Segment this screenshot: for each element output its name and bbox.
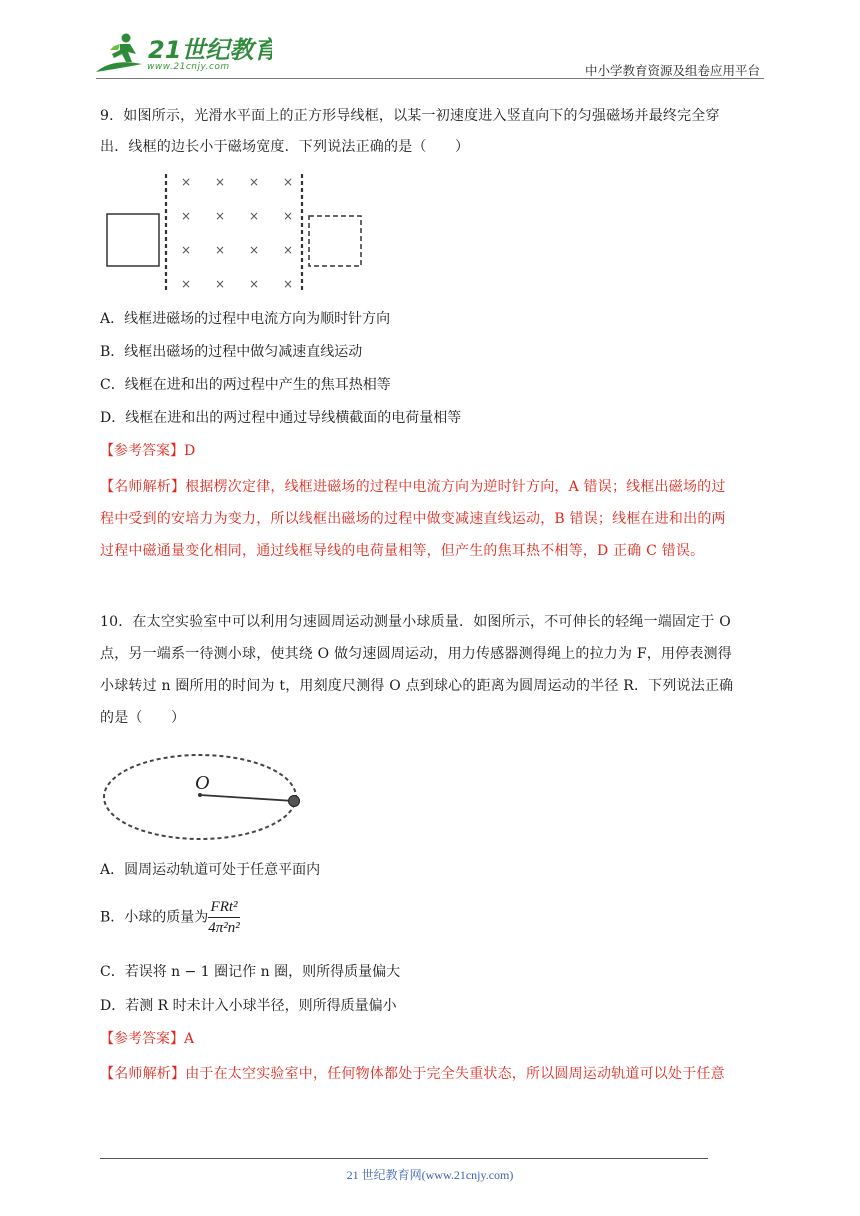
q9-option-c: C．线框在进和出的两过程中产生的焦耳热相等 bbox=[100, 377, 391, 393]
svg-text:×: × bbox=[214, 277, 226, 291]
svg-text:×: × bbox=[282, 277, 294, 291]
q10-option-b bbox=[100, 898, 240, 937]
footer-divider bbox=[100, 1158, 708, 1159]
q10-analysis-line1: 【名师解析】由于在太空实验室中，任何物体都处于完全失重状态，所以圆周运动轨道可以处于任意 bbox=[100, 1066, 725, 1082]
q10-circular-motion-figure bbox=[100, 745, 312, 850]
svg-text:×: × bbox=[180, 243, 192, 257]
loop-square-solid bbox=[107, 214, 159, 266]
header-platform-text: 中小学教育资源及组卷应用平台 bbox=[584, 64, 760, 78]
q10-stem-line4: 的是（ ） bbox=[100, 710, 186, 726]
q9-analysis-line3: 过程中磁通量变化相同，通过线框导线的电荷量相等，但产生的焦耳热不相等，D 正确 C 错误。 bbox=[100, 543, 705, 559]
svg-text:×: × bbox=[282, 243, 294, 257]
svg-text:×: × bbox=[248, 209, 260, 223]
footer-site-text: 21 世纪教育网(www.21cnjy.com) bbox=[346, 1168, 514, 1182]
svg-text:×: × bbox=[214, 243, 226, 257]
site-logo bbox=[92, 28, 272, 78]
svg-text:×: × bbox=[214, 175, 226, 189]
q10-option-b-formula bbox=[208, 898, 240, 937]
q9-analysis-line2: 程中受到的安培力为变力，所以线框出磁场的过程中做变减速直线运动，B 错误；线框在进和出的两 bbox=[100, 511, 726, 527]
header-divider bbox=[96, 78, 764, 79]
q9-stem-line2: 出．线框的边长小于磁场宽度．下列说法正确的是（ ） bbox=[100, 139, 470, 155]
logo-url: www.21cnjy.com bbox=[147, 62, 230, 72]
formula-numerator: FRt² bbox=[208, 898, 240, 918]
q10-option-d: D．若测 R 时未计入小球半径，则所得质量偏小 bbox=[100, 998, 397, 1014]
svg-text:×: × bbox=[180, 277, 192, 291]
logo-text: 21世纪教育 bbox=[148, 36, 272, 64]
q9-stem-line1: 9．如图所示，光滑水平面上的正方形导线框，以某一初速度进入竖直向下的匀强磁场并最终完全穿 bbox=[100, 108, 720, 124]
point-o-label: O bbox=[195, 772, 210, 794]
svg-text:×: × bbox=[180, 209, 192, 223]
svg-text:×: × bbox=[248, 175, 260, 189]
q10-option-b-prefix: B．小球的质量为 bbox=[100, 909, 209, 926]
q9-option-a: A．线框进磁场的过程中电流方向为顺时针方向 bbox=[100, 311, 391, 327]
svg-text:×: × bbox=[180, 175, 192, 189]
q9-answer: 【参考答案】D bbox=[100, 443, 196, 459]
q10-option-c: C．若误将 n − 1 圈记作 n 圈，则所得质量偏大 bbox=[100, 964, 401, 980]
svg-text:×: × bbox=[214, 209, 226, 223]
q9-magnetic-field-figure bbox=[102, 172, 372, 296]
q9-option-d: D．线框在进和出的两过程中通过导线横截面的电荷量相等 bbox=[100, 410, 462, 426]
svg-text:×: × bbox=[248, 243, 260, 257]
svg-text:×: × bbox=[248, 277, 260, 291]
loop-square-dashed bbox=[309, 216, 361, 266]
q10-answer: 【参考答案】A bbox=[100, 1031, 195, 1047]
svg-text:×: × bbox=[282, 175, 294, 189]
field-cross-marks bbox=[181, 175, 293, 291]
formula-denominator: 4π²n² bbox=[208, 920, 240, 936]
q10-stem-line2: 点，另一端系一待测小球，使其绕 O 做匀速圆周运动，用力传感器测得绳上的拉力为 F，用停表测得 bbox=[100, 646, 732, 662]
ball bbox=[289, 796, 300, 807]
q10-option-a: A．圆周运动轨道可处于任意平面内 bbox=[100, 862, 321, 878]
svg-text:×: × bbox=[282, 209, 294, 223]
q9-option-b: B．线框出磁场的过程中做匀减速直线运动 bbox=[100, 344, 363, 360]
rope-line bbox=[200, 795, 294, 801]
q10-stem-line3: 小球转过 n 圈所用的时间为 t，用刻度尺测得 O 点到球心的距离为圆周运动的半径 R．下列说法正确 bbox=[100, 678, 734, 694]
q10-stem-line1: 10．在太空实验室中可以利用匀速圆周运动测量小球质量．如图所示，不可伸长的轻绳一端固定于 O bbox=[100, 614, 731, 630]
q9-analysis-line1: 【名师解析】根据楞次定律，线框进磁场的过程中电流方向为逆时针方向，A 错误；线框出磁场的过 bbox=[100, 479, 726, 495]
